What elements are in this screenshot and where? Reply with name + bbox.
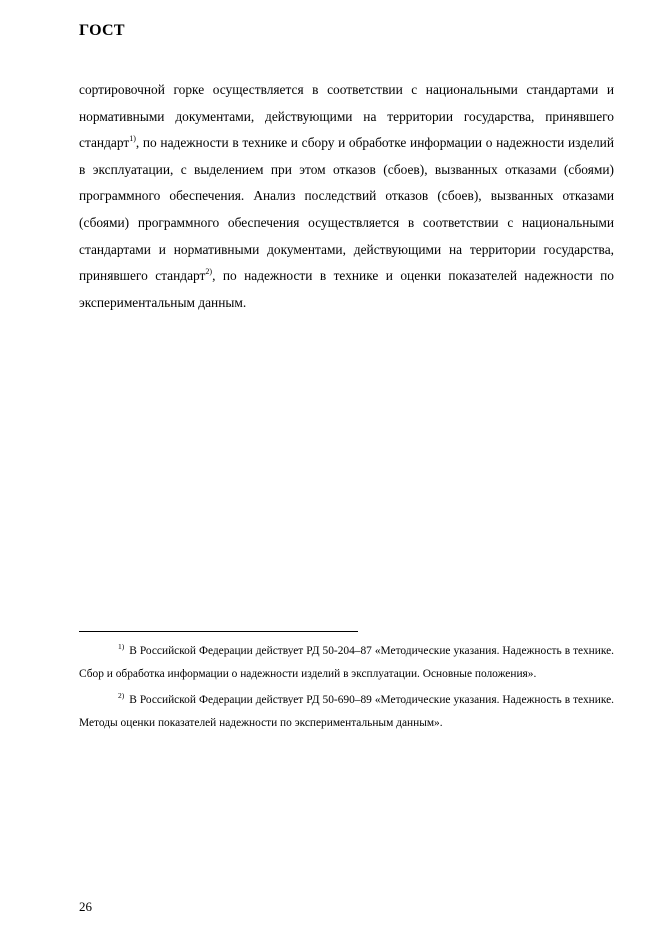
footnote-1	[79, 640, 614, 687]
body-paragraph	[79, 77, 614, 316]
footnote-text-2: В Российской Федерации действует РД 50-690–89 «Методические указания. Надежность в технике. Методы оценки показателей надежности по экспериментальным данным».	[79, 693, 614, 730]
footnote-ref-1: 1)	[129, 134, 136, 144]
footnote-marker-2: 2)	[118, 690, 125, 700]
footnote-marker-1: 1)	[118, 642, 125, 651]
body-text-part-3: , по надежности в технике и оценки показателей надежности по экспериментальным данным.	[79, 268, 614, 310]
body-text-part-2: , по надежности в технике и сбору и обработке информации о надежности изделий в эксплуатации, с выделением при этом отказов (сбоев), вызванных отказами (сбоями) программного обеспечения. Анализ последствий отказов (сбоев), вызванных отказами (сбоями) программного обеспечения осуществляется в соответствии с национальными стандартами и нормативными документами, действующими на территории государства, принявшего стандарт	[79, 135, 614, 284]
footnote-separator	[79, 631, 358, 632]
body-text-part-1: сортировочной горке осуществляется в соответствии с национальными стандартами и нормативными документами, действующими на территории государства, принявшего стандарт	[79, 82, 614, 151]
footnote-text-1: В Российской Федерации действует РД 50-204–87 «Методические указания. Надежность в технике. Сбор и обработка информации о надежности изделий в эксплуатации. Основные положения».	[79, 645, 614, 681]
footnote-2	[79, 689, 614, 736]
footnotes-section	[79, 640, 614, 738]
page-header-title: ГОСТ	[79, 22, 125, 39]
page-number: 26	[79, 899, 92, 914]
footnote-ref-2: 2)	[205, 267, 213, 277]
